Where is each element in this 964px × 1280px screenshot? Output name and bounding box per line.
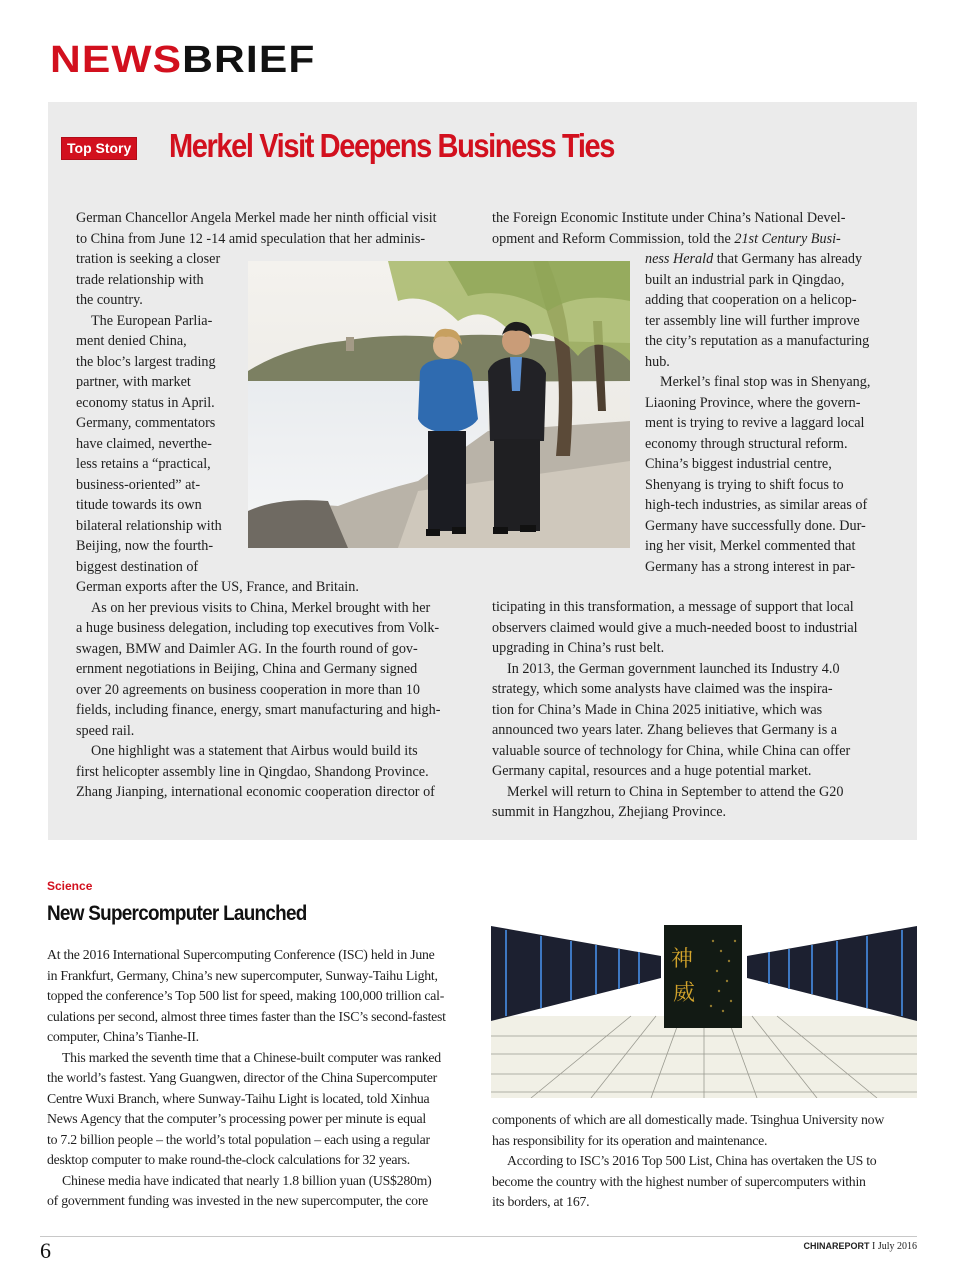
text-line: Merkel’s final stop was in Shenyang,	[660, 374, 871, 390]
footer-separator: I	[871, 1241, 876, 1252]
text-line: culations per second, almost three times faster than the ISC’s second-fastest	[47, 1008, 446, 1024]
text-line: first helicopter assembly line in Qingdao, Shandong Province.	[76, 763, 429, 780]
text-line	[492, 229, 845, 250]
text-line: biggest destination of	[76, 558, 199, 575]
text-line: the city’s reputation as a manufacturing	[645, 333, 870, 349]
text-line: In 2013, the German government launched its Industry 4.0	[507, 660, 840, 677]
text-line: Chinese media have indicated that nearly 1.8 billion yuan (US$280m)	[62, 1172, 432, 1188]
text-line: components of which are all domestically made. Tsinghua University now	[492, 1112, 885, 1127]
text-line: Shenyang is trying to shift focus to	[645, 476, 844, 493]
supercomputer-photo	[491, 896, 917, 1098]
text-line: China’s biggest industrial centre,	[645, 456, 832, 472]
text-line: observers claimed would give a much-needed boost to industrial	[492, 619, 858, 636]
text-line: to China from June 12 -14 amid speculation that her adminis-	[76, 230, 426, 247]
text-line: its borders, at 167.	[492, 1194, 590, 1209]
issue-date: July 2016	[877, 1241, 917, 1252]
text-line: built an industrial park in Qingdao,	[645, 271, 845, 288]
text-line: Zhang Jianping, international economic cooperation director of	[76, 784, 435, 800]
text-line: bilateral relationship with	[76, 517, 222, 534]
text-line: summit in Hangzhou, Zhejiang Province.	[492, 804, 727, 820]
text-line: valuable source of technology for China, while China can offer	[492, 742, 851, 759]
publication-name: ness Herald	[645, 251, 714, 267]
text-line: become the country with the highest number of supercomputers within	[492, 1173, 866, 1189]
science-right-column	[492, 1110, 884, 1213]
text-fragment: that Germany has already	[713, 251, 863, 267]
text-line: One highlight was a statement that Airbus would build its	[91, 743, 418, 759]
text-line: partner, with market	[76, 374, 191, 390]
text-line: over 20 agreements on business cooperation in more than 10	[76, 681, 420, 698]
text-line: Germany has a strong interest in par-	[645, 558, 856, 575]
top-story-headline: Merkel Visit Deepens Business Ties	[169, 127, 614, 164]
text-line: the Foreign Economic Institute under China’s National Devel-	[492, 210, 846, 226]
text-line: News Agency that the computer’s processing power per minute is equal	[47, 1111, 426, 1126]
text-line: have claimed, neverthe-	[76, 435, 212, 452]
merkel-photo	[248, 261, 630, 548]
text-line	[645, 249, 870, 270]
page-number: 6	[40, 1238, 51, 1263]
text-line: German Chancellor Angela Merkel made her ninth official visit	[76, 210, 437, 226]
text-line: Beijing, now the fourth-	[76, 538, 214, 554]
publication-brand: CHINAREPORT	[803, 1241, 870, 1251]
text-fragment: opment and Reform Commission, told the	[492, 230, 735, 247]
text-line: According to ISC’s 2016 Top 500 List, China has overtaken the US to	[507, 1153, 877, 1168]
text-line: economy through structural reform.	[645, 435, 848, 452]
text-line: computer, China’s Tianhe-II.	[47, 1029, 199, 1044]
masthead-brief: BRIEF	[182, 39, 316, 81]
text-line: to 7.2 billion people – the world’s total population – each using a regular	[47, 1131, 430, 1147]
text-line: ter assembly line will further improve	[645, 312, 860, 329]
text-line: adding that cooperation on a helicop-	[645, 292, 857, 308]
text-line: swagen, BMW and Daimler AG. In the fourth round of gov-	[76, 640, 418, 657]
cabinet-logo: 神	[671, 947, 694, 972]
science-headline: New Supercomputer Launched	[47, 902, 307, 925]
text-line: Germany, commentators	[76, 415, 216, 431]
text-line: business-oriented” at-	[76, 476, 201, 493]
text-line: upgrading in China’s rust belt.	[492, 640, 665, 656]
svg-text:威: 威	[673, 981, 696, 1006]
footer-publication	[803, 1241, 917, 1252]
text-line: Merkel will return to China in September to attend the G20	[507, 783, 844, 800]
text-line: speed rail.	[76, 722, 135, 739]
text-line: high-tech industries, as similar areas of	[645, 497, 868, 513]
text-line: topped the conference’s Top 500 list for speed, making 100,000 trillion cal-	[47, 988, 445, 1003]
text-line: of government funding was invested in the new supercomputer, the core	[47, 1193, 429, 1208]
section-label-science: Science	[47, 879, 93, 893]
text-line: a huge business delegation, including top executives from Volk-	[76, 620, 440, 636]
text-line: titude towards its own	[76, 497, 202, 513]
text-line: economy status in April.	[76, 394, 215, 411]
text-line: Centre Wuxi Branch, where Sunway-Taihu Light is located, told Xinhua	[47, 1090, 430, 1106]
top-story-badge: Top Story	[61, 137, 137, 160]
text-line: the bloc’s largest trading	[76, 353, 216, 370]
text-line: As on her previous visits to China, Merkel brought with her	[91, 599, 431, 616]
text-line: less retains a “practical,	[76, 456, 211, 472]
text-line: German exports after the US, France, and Britain.	[76, 579, 359, 595]
photo-illustration	[248, 261, 630, 548]
footer-divider	[40, 1236, 917, 1237]
text-line: ment is trying to revive a laggard local	[645, 415, 865, 431]
text-line: strategy, which some analysts have claimed was the inspira-	[492, 681, 833, 697]
text-line: Germany capital, resources and a huge potential market.	[492, 763, 812, 779]
text-line: desktop computer to make round-the-clock calculations for 32 years.	[47, 1152, 410, 1167]
text-line: the country.	[76, 292, 143, 308]
science-left-column	[47, 945, 446, 1212]
publication-name: 21st Century Busi-	[734, 230, 841, 247]
text-line: fields, including finance, energy, smart manufacturing and high-	[76, 702, 441, 718]
text-line: hub.	[645, 353, 670, 370]
masthead-news: NEWS	[50, 39, 183, 81]
text-line: trade relationship with	[76, 271, 204, 288]
text-line: announced two years later. Zhang believes that Germany is a	[492, 722, 838, 738]
text-line: tration is seeking a closer	[76, 251, 221, 267]
text-line: Liaoning Province, where the govern-	[645, 394, 861, 411]
text-line: The European Parlia-	[91, 312, 213, 329]
text-line: the world’s fastest. Yang Guangwen, director of the China Supercomputer	[47, 1070, 437, 1085]
text-line: ernment negotiations in Beijing, China and Germany signed	[76, 661, 418, 677]
text-line: ing her visit, Merkel commented that	[645, 538, 856, 554]
text-line: ment denied China,	[76, 333, 187, 349]
text-line: has responsibility for its operation and maintenance.	[492, 1132, 768, 1148]
top-story-right-column-bottom	[492, 597, 858, 823]
text-line: ticipating in this transformation, a message of support that local	[492, 599, 854, 615]
text-line: This marked the seventh time that a Chinese-built computer was ranked	[62, 1049, 441, 1065]
top-story-right-column-top	[492, 208, 845, 249]
section-masthead	[50, 40, 315, 80]
top-story-right-column-wrap	[645, 249, 870, 577]
text-line: Germany have successfully done. Dur-	[645, 517, 866, 534]
text-line: At the 2016 International Supercomputing Conference (ISC) held in June	[47, 947, 435, 962]
text-line: tion for China’s Made in China 2025 initiative, which was	[492, 701, 823, 718]
text-line: in Frankfurt, Germany, China’s new supercomputer, Sunway-Taihu Light,	[47, 967, 438, 983]
photo-illustration	[491, 896, 917, 1098]
